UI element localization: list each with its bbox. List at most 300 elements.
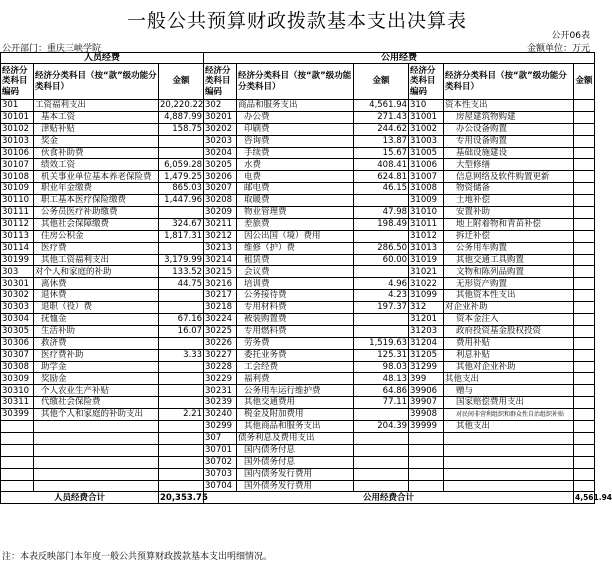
cell-name: 对民间非营利组织和群众性自治组织补贴 [444,409,574,421]
cell-name: 手续费 [237,147,354,159]
public-total-value: 4,561.94 [575,493,612,503]
header-name: 经济分类科目（按“款”级功能分类科目） [34,64,159,100]
cell-amount [574,480,595,492]
unit-label: 金额单位：万元 [526,44,590,54]
cell-name: 取暖费 [237,195,354,207]
cell-name: 政府投资基金股权投资 [444,325,574,337]
cell-name: 国外债务发行费用 [237,480,354,492]
table-row [1,218,595,230]
cell-amount [159,456,204,468]
cell-name [34,480,159,492]
cell-code: 30305 [1,325,34,337]
table-row [1,230,595,242]
cell-amount [574,278,595,290]
table-row [1,207,595,219]
cell-name [444,480,574,492]
cell-amount: 48.13 [354,373,409,385]
cell-name: 其他交通工具购置 [444,254,574,266]
group-header-row [1,53,595,64]
cell-amount [354,456,409,468]
cell-amount: 98.03 [354,361,409,373]
cell-code: 30203 [204,135,237,147]
table-row [1,111,595,123]
cell-code: 30239 [204,397,237,409]
cell-amount [159,385,204,397]
cell-name: 安置补助 [444,207,574,219]
cell-code: 30701 [204,444,237,456]
cell-name: 代缴社会保险费 [34,397,159,409]
cell-code: 31099 [409,290,444,302]
cell-amount [354,432,409,444]
cell-name: 无形资产购置 [444,278,574,290]
cell-code: 31009 [409,195,444,207]
cell-amount: 4,887.99 [159,111,204,123]
department-label: 公开部门：重庆三峡学院 [2,44,102,54]
cell-amount [574,361,595,373]
cell-code: 30227 [204,349,237,361]
cell-name: 救济费 [34,337,159,349]
public-total-label: 公用经费合计 [204,492,574,504]
cell-amount: 16.07 [159,325,204,337]
cell-code: 30107 [1,159,34,171]
cell-amount [159,361,204,373]
cell-amount [354,468,409,480]
cell-name: 奖励金 [34,373,159,385]
cell-name: 因公出国（境）费用 [237,230,354,242]
cell-code: 30310 [1,385,34,397]
cell-code: 30307 [1,349,34,361]
cell-amount: 15.67 [354,147,409,159]
cell-name: 对企业补助 [444,302,574,314]
cell-amount: 3,179.99 [159,254,204,266]
cell-name: 福利费 [237,373,354,385]
cell-amount [354,325,409,337]
cell-name: 职工基本医疗保险缴费 [34,195,159,207]
cell-amount [354,314,409,326]
cell-name: 办公设备购置 [444,123,574,135]
cell-name: 其他商品和服务支出 [237,421,354,433]
cell-code [409,468,444,480]
cell-name: 奖金 [34,135,159,147]
cell-amount: 324.67 [159,218,204,230]
table-row [1,171,595,183]
cell-amount: 271.43 [354,111,409,123]
cell-name [444,432,574,444]
cell-code: 30212 [204,230,237,242]
cell-name: 医疗费补助 [34,349,159,361]
cell-amount: 624.81 [354,171,409,183]
cell-amount: 20,220.22 [160,100,204,111]
cell-code: 30113 [1,230,34,242]
cell-amount [574,147,595,159]
cell-name: 大型修缮 [444,159,574,171]
cell-name: 公务员医疗补助缴费 [34,207,159,219]
cell-amount: 4.96 [354,278,409,290]
cell-amount [574,421,595,433]
cell-code: 30206 [204,171,237,183]
header-code: 经济分类科目编码 [1,64,34,100]
cell-amount: 198.49 [354,218,409,230]
cell-name: 退休费 [34,290,159,302]
cell-name: 办公费 [237,111,354,123]
personnel-total-label: 人员经费合计 [1,492,159,504]
cell-name: 咨询费 [237,135,354,147]
expenditure-table [0,52,612,504]
cell-amount [574,218,595,230]
table-row [1,266,595,278]
cell-code: 30201 [204,111,237,123]
cell-name: 离休费 [34,278,159,290]
table-row [1,159,595,171]
cell-code: 30240 [204,409,237,421]
cell-amount [574,242,595,254]
cell-name: 其他交通费用 [237,397,354,409]
cell-name: 利息补贴 [444,349,574,361]
header-name: 经济分类科目（按“款”级功能分类科目） [444,64,574,100]
cell-code: 31006 [409,159,444,171]
cell-amount [574,123,595,135]
cell-amount [574,254,595,266]
header-amount: 金额 [354,64,409,100]
cell-amount: 1,817.31 [159,230,204,242]
cell-amount [574,468,595,480]
cell-code [1,468,34,480]
cell-code: 30309 [1,373,34,385]
cell-code: 30207 [204,183,237,195]
cell-name: 国外债务付息 [237,456,354,468]
cell-amount: 133.52 [159,266,204,278]
cell-amount [159,207,204,219]
cell-amount [574,314,595,326]
cell-name [34,432,159,444]
cell-amount [574,325,595,337]
table-row [1,468,595,480]
cell-name: 绩效工资 [34,159,159,171]
cell-code [409,480,444,492]
cell-code: 307 [204,432,237,444]
cell-name: 赠与 [444,385,574,397]
cell-code: 30226 [204,337,237,349]
cell-amount: 244.62 [354,123,409,135]
cell-name: 劳务费 [237,337,354,349]
cell-amount [574,135,595,147]
table-number: 公开06表 [551,31,590,41]
cell-name [34,421,159,433]
cell-amount [574,456,595,468]
cell-amount [159,468,204,480]
cell-code: 31022 [409,278,444,290]
cell-code: 30102 [1,123,34,135]
table-row [1,480,595,492]
cell-code [409,444,444,456]
table-row [1,314,595,326]
cell-name: 机关事业单位基本养老保险费 [34,171,159,183]
cell-code: 31011 [409,218,444,230]
cell-amount: 44.75 [159,278,204,290]
cell-code: 31019 [409,254,444,266]
cell-name: 差旅费 [237,218,354,230]
cell-code: 30108 [1,171,34,183]
cell-name: 其他个人和家庭的补助支出 [34,409,159,421]
cell-code: 30306 [1,337,34,349]
cell-name: 物业管理费 [237,207,354,219]
cell-amount [159,147,204,159]
cell-name [34,444,159,456]
column-header-row [1,64,595,100]
cell-code: 30225 [204,325,237,337]
cell-amount: 2.21 [159,409,204,421]
cell-name: 商品和服务支出 [237,100,354,112]
cell-code: 30301 [1,278,34,290]
cell-code: 30299 [204,421,237,433]
cell-amount: 6,059.28 [159,159,204,171]
cell-code: 30202 [204,123,237,135]
cell-code: 30109 [1,183,34,195]
cell-amount: 64.86 [354,385,409,397]
table-row [1,349,595,361]
table-row [1,183,595,195]
cell-code: 30106 [1,147,34,159]
cell-amount [354,409,409,421]
cell-amount [574,195,595,207]
cell-amount [159,444,204,456]
cell-name: 会议费 [237,266,354,278]
cell-name: 津贴补贴 [34,123,159,135]
personnel-total-value: 20,353.75 [160,492,208,503]
cell-code: 30399 [1,409,34,421]
cell-code: 39999 [409,421,444,433]
cell-code [409,456,444,468]
cell-code: 31201 [409,314,444,326]
cell-code: 31002 [409,123,444,135]
cell-name: 费用补贴 [444,337,574,349]
cell-name: 公务用车购置 [444,242,574,254]
cell-code: 30214 [204,254,237,266]
cell-name: 税金及附加费用 [237,409,354,421]
cell-name [444,456,574,468]
cell-amount: 125.31 [354,349,409,361]
table-row [1,325,595,337]
cell-name: 物资储备 [444,183,574,195]
cell-code: 31013 [409,242,444,254]
cell-code [1,432,34,444]
cell-name: 抚恤金 [34,314,159,326]
table-row [1,302,595,314]
cell-amount: 408.41 [354,159,409,171]
cell-name: 伙食补助费 [34,147,159,159]
cell-code: 39908 [409,409,444,421]
cell-name [34,456,159,468]
cell-code: 30217 [204,290,237,302]
cell-code [1,456,34,468]
cell-code: 31005 [409,147,444,159]
cell-amount [574,337,595,349]
cell-name: 助学金 [34,361,159,373]
cell-amount [574,183,595,195]
cell-name: 国内债务发行费用 [237,468,354,480]
cell-amount [159,337,204,349]
cell-name: 其他支出 [444,373,574,385]
cell-amount [159,373,204,385]
cell-amount [574,373,595,385]
cell-code: 31203 [409,325,444,337]
header-code: 经济分类科目编码 [204,64,237,100]
cell-code: 39906 [409,385,444,397]
cell-code: 31021 [409,266,444,278]
cell-code: 31003 [409,135,444,147]
table-row [1,421,595,433]
cell-code: 301 [1,100,34,112]
cell-name: 基础设施建设 [444,147,574,159]
cell-name: 住房公积金 [34,230,159,242]
page-title: 一般公共预算财政拨款基本支出决算表 [126,10,467,32]
cell-name [444,444,574,456]
cell-code: 30211 [204,218,237,230]
cell-amount [159,290,204,302]
cell-code: 30216 [204,278,237,290]
cell-name: 委托业务费 [237,349,354,361]
cell-code: 30703 [204,468,237,480]
cell-amount [354,230,409,242]
cell-code: 30304 [1,314,34,326]
cell-name: 工资福利支出 [34,100,159,112]
cell-name: 对个人和家庭的补助 [34,266,159,278]
table-row [1,337,595,349]
cell-name: 资本性支出 [444,100,574,112]
cell-code: 30199 [1,254,34,266]
table-row [1,147,595,159]
cell-code: 30101 [1,111,34,123]
cell-code: 30110 [1,195,34,207]
cell-amount: 4.23 [354,290,409,302]
cell-amount [574,111,595,123]
cell-amount [574,349,595,361]
cell-amount [574,302,595,314]
cell-amount [574,230,595,242]
cell-name: 公务用车运行维护费 [237,385,354,397]
cell-code: 30308 [1,361,34,373]
cell-code: 31007 [409,171,444,183]
cell-name: 个人农业生产补贴 [34,385,159,397]
cell-code: 30213 [204,242,237,254]
cell-name: 其他工资福利支出 [34,254,159,266]
cell-code: 310 [409,100,444,112]
cell-name: 医疗费 [34,242,159,254]
cell-amount [574,432,595,444]
cell-name: 印刷费 [237,123,354,135]
cell-amount [574,266,595,278]
cell-name: 土地补偿 [444,195,574,207]
cell-name: 工会经费 [237,361,354,373]
cell-name: 地上附着物和青苗补偿 [444,218,574,230]
cell-amount: 204.39 [354,421,409,433]
cell-name: 生活补助 [34,325,159,337]
cell-amount: 1,519.63 [354,337,409,349]
cell-name: 国家赔偿费用支出 [444,397,574,409]
cell-name: 其他资本性支出 [444,290,574,302]
cell-name: 房屋建筑物购建 [444,111,574,123]
table-row [1,361,595,373]
table-row [1,385,595,397]
cell-code: 30114 [1,242,34,254]
cell-name: 拆迁补偿 [444,230,574,242]
totals-row [1,492,595,504]
footnote: 注：本表反映部门本年度一般公共预算财政拨款基本支出明细情况。 [2,552,273,562]
cell-amount [574,385,595,397]
table-row [1,242,595,254]
table-row [1,278,595,290]
cell-amount [354,444,409,456]
table-row [1,373,595,385]
cell-code: 399 [409,373,444,385]
cell-amount [354,480,409,492]
cell-amount: 197.37 [354,302,409,314]
cell-code [409,432,444,444]
cell-code: 30112 [1,218,34,230]
cell-name: 其他对企业补助 [444,361,574,373]
table-row [1,135,595,147]
cell-amount: 1,479.25 [159,171,204,183]
cell-amount [159,480,204,492]
cell-name: 邮电费 [237,183,354,195]
table-row [1,432,595,444]
cell-name: 专用材料费 [237,302,354,314]
cell-amount: 46.15 [354,183,409,195]
cell-name [444,468,574,480]
cell-amount [574,290,595,302]
cell-amount: 67.16 [159,314,204,326]
cell-name: 公务接待费 [237,290,354,302]
cell-amount [574,207,595,219]
cell-amount [574,444,595,456]
cell-amount [574,100,595,112]
public-group-header: 公用经费 [204,53,595,64]
cell-code [1,421,34,433]
cell-name: 信息网络及软件购置更新 [444,171,574,183]
personnel-group-header: 人员经费 [1,53,204,64]
cell-amount [159,432,204,444]
cell-code: 30204 [204,147,237,159]
cell-amount: 3.33 [159,349,204,361]
cell-code: 30215 [204,266,237,278]
cell-amount [159,302,204,314]
cell-amount [574,171,595,183]
cell-name: 债务利息及费用支出 [237,432,354,444]
cell-amount: 47.98 [354,207,409,219]
cell-amount: 77.11 [354,397,409,409]
table-row [1,123,595,135]
cell-code: 30302 [1,290,34,302]
cell-name: 专用设备购置 [444,135,574,147]
cell-amount: 60.00 [354,254,409,266]
cell-code: 303 [1,266,34,278]
header-name: 经济分类科目（按“款”级功能分类科目） [237,64,354,100]
cell-name: 培训费 [237,278,354,290]
table-row [1,254,595,266]
cell-code: 30231 [204,385,237,397]
cell-code: 31205 [409,349,444,361]
cell-code: 39907 [409,397,444,409]
cell-code: 31010 [409,207,444,219]
cell-code: 31001 [409,111,444,123]
cell-name: 国内债务付息 [237,444,354,456]
cell-code: 302 [204,100,237,112]
cell-code: 31299 [409,361,444,373]
cell-code: 30103 [1,135,34,147]
cell-amount [159,242,204,254]
cell-code: 30228 [204,361,237,373]
cell-amount: 13.87 [354,135,409,147]
